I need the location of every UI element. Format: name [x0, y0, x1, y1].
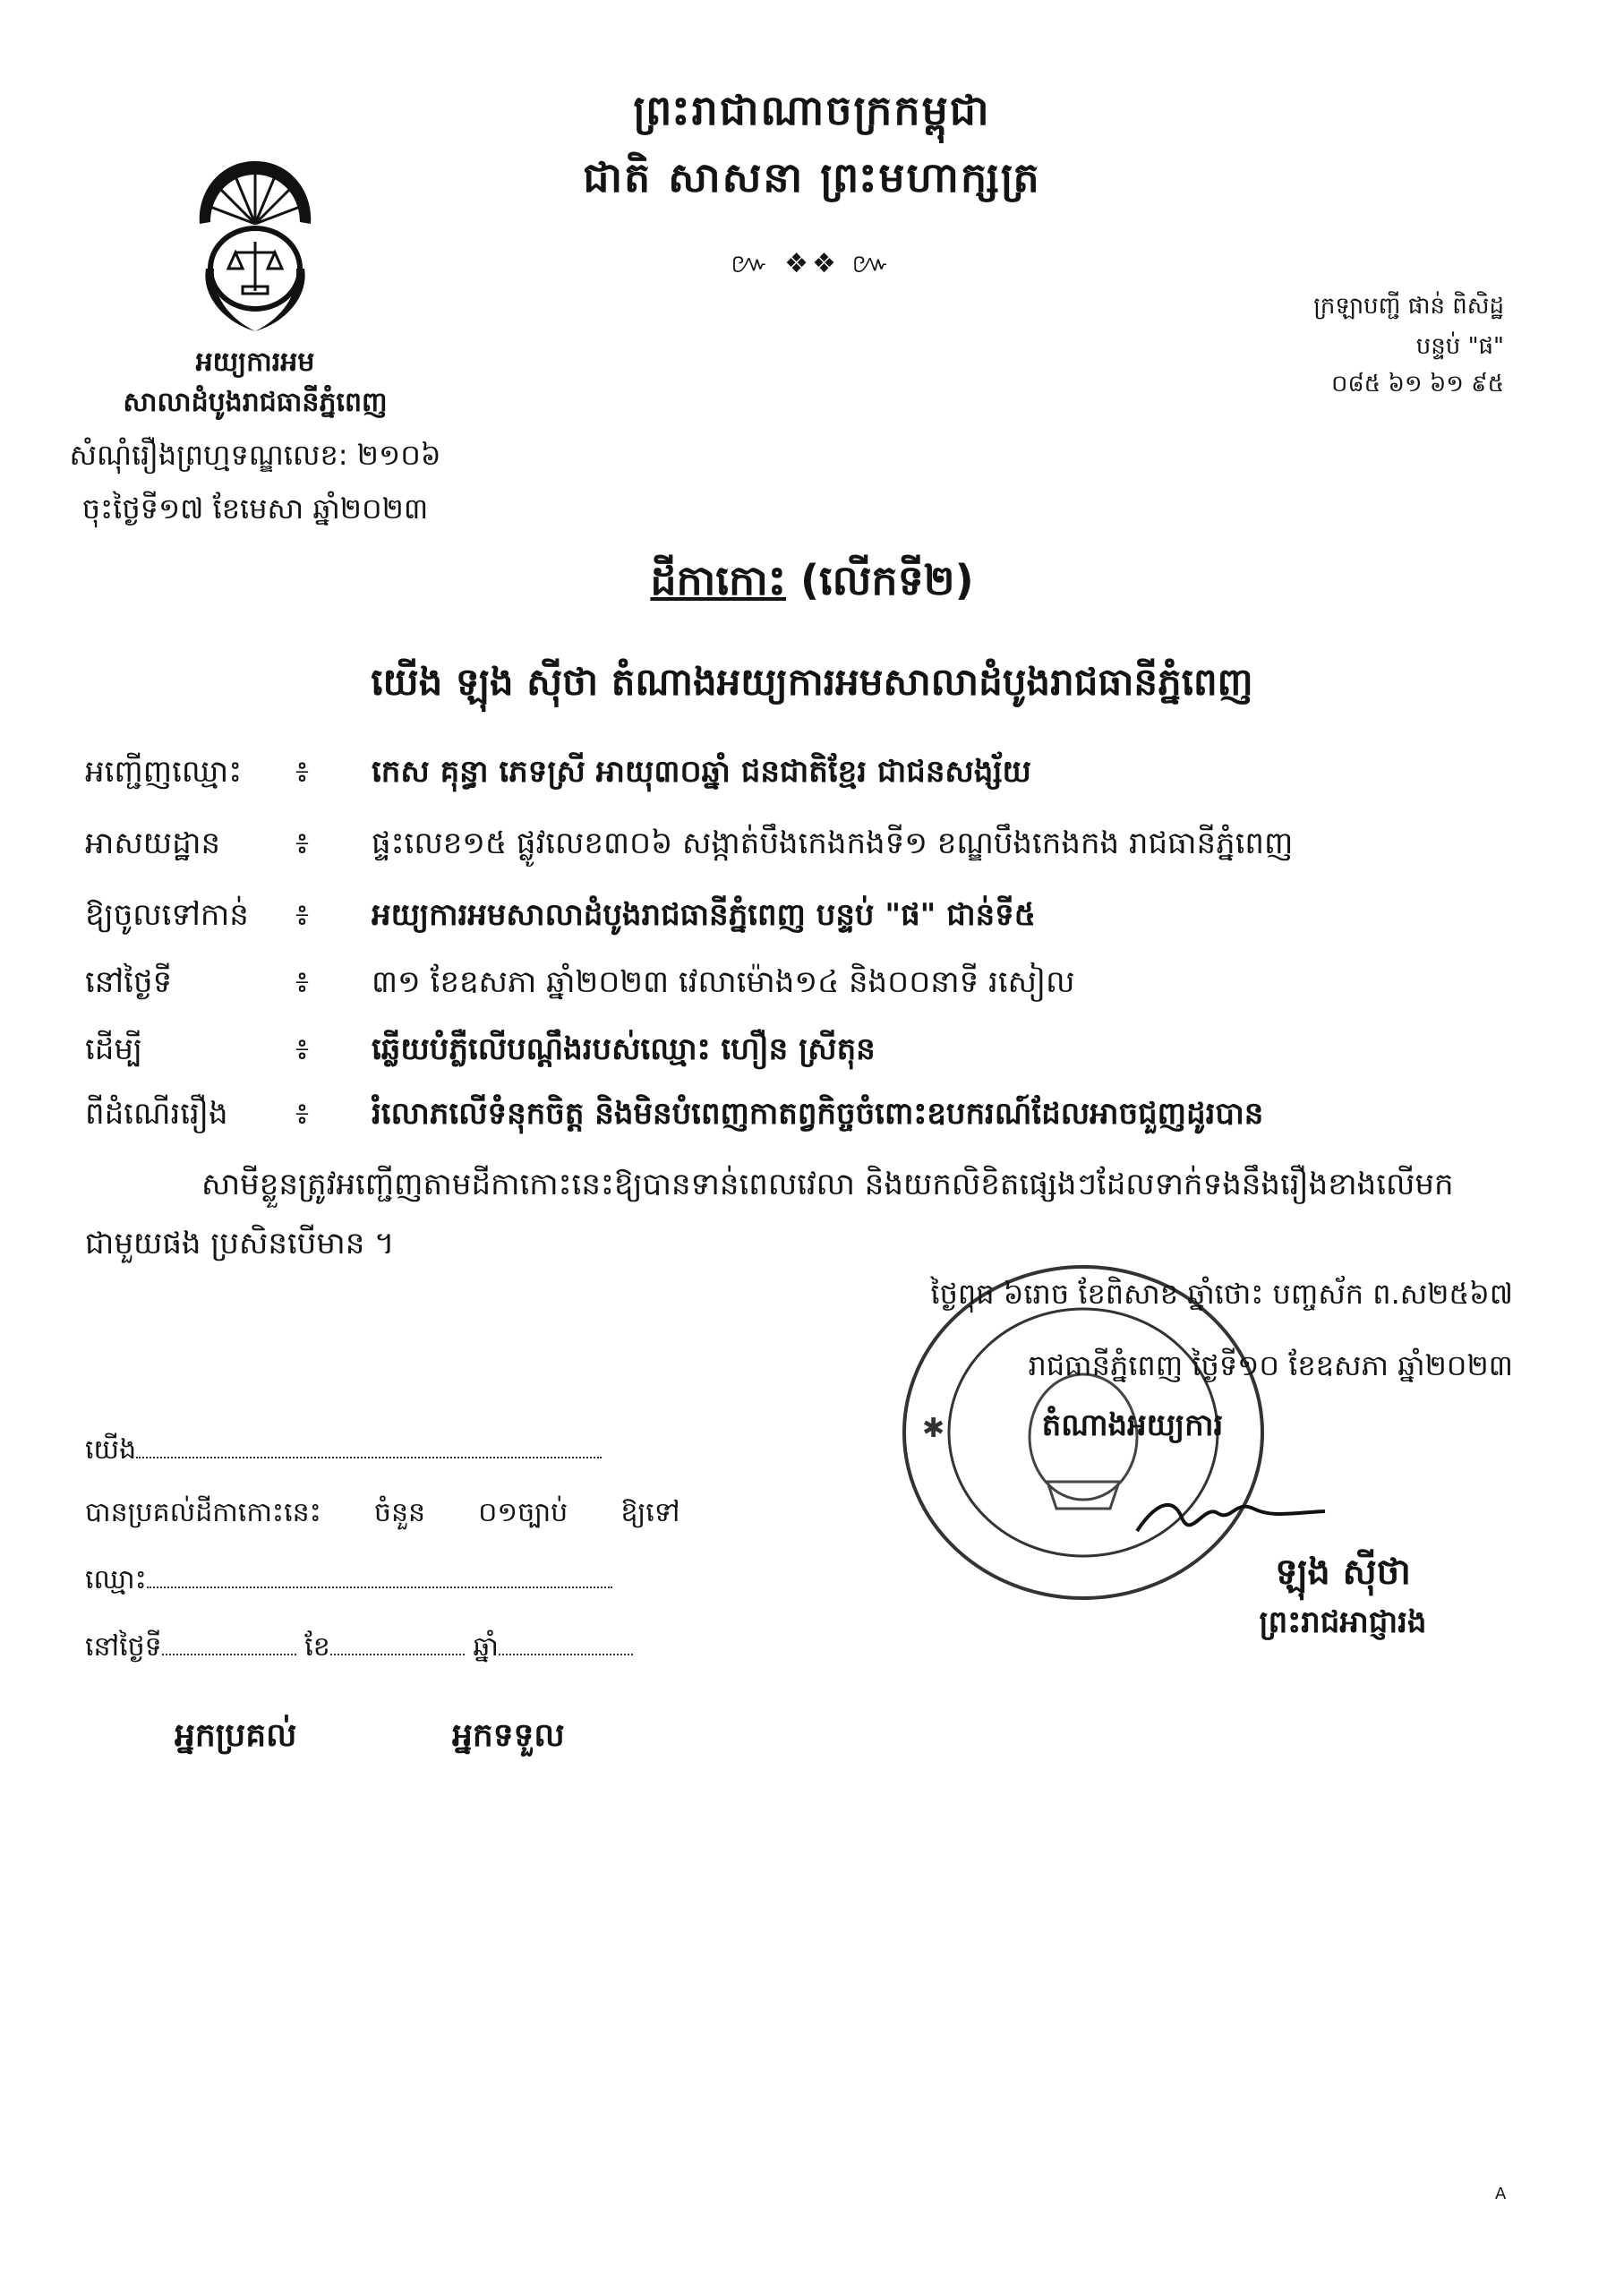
body-paragraph: សាមីខ្លួនត្រូវអញ្ជើញតាមដីកាកោះនេះឱ្យបានទាន់ពេលវេលា និងយកលិខិតផ្សេងៗដែលទាក់ទងនឹងរឿងខាងលើមកជាមួយផង ប្រសិនបើមាន ។ — [85, 1167, 1454, 1261]
receipt-we-label: យើង — [85, 1434, 137, 1466]
clerk-room: បន្ទប់ "ផ" — [1415, 333, 1504, 360]
receipt-name-line — [85, 1562, 612, 1602]
receipt-month-label: ខែ — [304, 1631, 330, 1663]
field-row-invitee — [85, 752, 1535, 806]
receipt-count-value: ០១ច្បាប់ — [478, 1497, 568, 1528]
receipt-count-label: ចំនួន — [373, 1497, 426, 1528]
national-motto: ជាតិ សាសនា ព្រះមហាក្សត្រ — [583, 153, 1041, 201]
signer-name: ឡុង ស៊ីថា — [1275, 1552, 1411, 1593]
field-value: កេស គុន្ធា ភេទស្រី អាយុ៣០ឆ្នាំ ជនជាតិខ្មែរ ជាជនសង្ស័យ — [372, 754, 1031, 790]
issuer-line: យើង ឡុង ស៊ីថា តំណាងអយ្យការអមសាលាដំបូងរាជធានីភ្នំពេញ — [371, 660, 1253, 704]
field-row-case — [85, 1094, 1535, 1148]
recipient-label: អ្នកទទួល — [452, 1717, 565, 1754]
summons-subtitle: (លើកទី២) — [799, 556, 974, 604]
case-number: សំណុំរឿងព្រហ្មទណ្ឌលេខ: ២១០៦ — [69, 438, 441, 472]
field-label: នៅថ្ងៃទី — [85, 964, 173, 1000]
receipt-name-label: ឈ្មោះ — [85, 1564, 147, 1595]
clerk-name: ក្រឡាបញ្ជី ផាន់ ពិសិដ្ឋ — [1313, 293, 1504, 320]
court-name: សាលាដំបូងរាជធានីភ្នំពេញ — [123, 387, 388, 418]
field-row-address — [85, 824, 1535, 877]
field-value: ផ្ទះលេខ១៥ ផ្លូវលេខ៣០៦ សង្កាត់បឹងកេងកងទី១ ខណ្ឌបឹងកេងកង រាជធានីភ្នំពេញ — [372, 825, 1294, 861]
receipt-delivered-line — [85, 1495, 680, 1535]
summons-title: ដីកាកោះ — [650, 556, 786, 604]
prosecution-emblem-icon — [184, 152, 327, 345]
field-label: អញ្ជើញឈ្មោះ — [85, 754, 243, 790]
kingdom-title: ព្រះរាជាណាចក្រកម្ពុជា — [633, 86, 991, 134]
receipt-to-label: ឱ្យទៅ — [620, 1497, 680, 1528]
svg-text:✱: ✱ — [922, 1413, 945, 1444]
page-mark: A — [1495, 2185, 1507, 2203]
field-row-destination — [85, 895, 1535, 949]
field-row-purpose — [85, 1030, 1535, 1083]
field-value: រំលោភលើទំនុកចិត្ត និងមិនបំពេញកាតព្វកិច្ចចំពោះឧបករណ៍ដែលអាចជួញដូរបាន — [372, 1096, 1264, 1132]
field-value: ឆ្លើយបំភ្លឺលើបណ្តឹងរបស់ឈ្មោះ ហឿន ស្រីតុន — [372, 1031, 876, 1067]
receipt-delivered-label: បានប្រគល់ដីកាកោះនេះ — [85, 1497, 321, 1528]
office-name: អយ្យការអម — [195, 346, 315, 378]
receipt-day-label: នៅថ្ងៃទី — [85, 1631, 162, 1663]
receipt-year-label: ឆ្នាំ — [473, 1631, 499, 1663]
signer-rank: ព្រះរាជអាជ្ញារង — [1259, 1604, 1427, 1640]
document-title — [0, 555, 1624, 615]
case-date: ចុះថ្ងៃទី១៧ ខែមេសា ឆ្នាំ២០២៣ — [81, 492, 429, 526]
field-label: ឱ្យចូលទៅកាន់ — [85, 897, 249, 933]
field-colon: ៖ — [295, 1031, 309, 1067]
field-value: អយ្យការអមសាលាដំបូងរាជធានីភ្នំពេញ បន្ទប់ "ផ" ជាន់ទី៥ — [372, 897, 1036, 933]
field-label: ដើម្បី — [85, 1031, 143, 1067]
field-row-date — [85, 962, 1535, 1016]
field-colon: ៖ — [295, 964, 309, 1000]
field-colon: ៖ — [295, 1096, 309, 1132]
field-value: ៣១ ខែឧសភា ឆ្នាំ២០២៣ វេលាម៉ោង១៤ និង០០នាទី រសៀល — [372, 964, 1075, 1000]
field-colon: ៖ — [295, 825, 309, 861]
field-label: អាសយដ្ឋាន — [85, 825, 221, 861]
signer-title: តំណាងអយ្យការ — [1041, 1407, 1224, 1443]
field-colon: ៖ — [295, 897, 309, 933]
header-ornament: ៚ ❖❖ ៚ — [731, 248, 893, 279]
field-label: ពីដំណើររឿង — [85, 1096, 228, 1132]
receipt-we-line — [85, 1432, 602, 1472]
receipt-date-line — [85, 1629, 633, 1669]
deliverer-label: អ្នកប្រគល់ — [175, 1717, 297, 1754]
solar-date: រាជធានីភ្នំពេញ ថ្ងៃទី១០ ខែឧសភា ឆ្នាំ២០២៣ — [1028, 1348, 1513, 1382]
lunar-date: ថ្ងៃពុធ ៦រោច ខែពិសាខ ឆ្នាំថោះ បញ្ចស័ក ព.ស២៥៦៧ — [930, 1277, 1513, 1311]
clerk-phone: ០៨៥ ៦១ ៦១ ៩៥ — [1330, 371, 1504, 398]
field-colon: ៖ — [295, 754, 309, 790]
handwritten-signature-icon — [1119, 1468, 1334, 1558]
